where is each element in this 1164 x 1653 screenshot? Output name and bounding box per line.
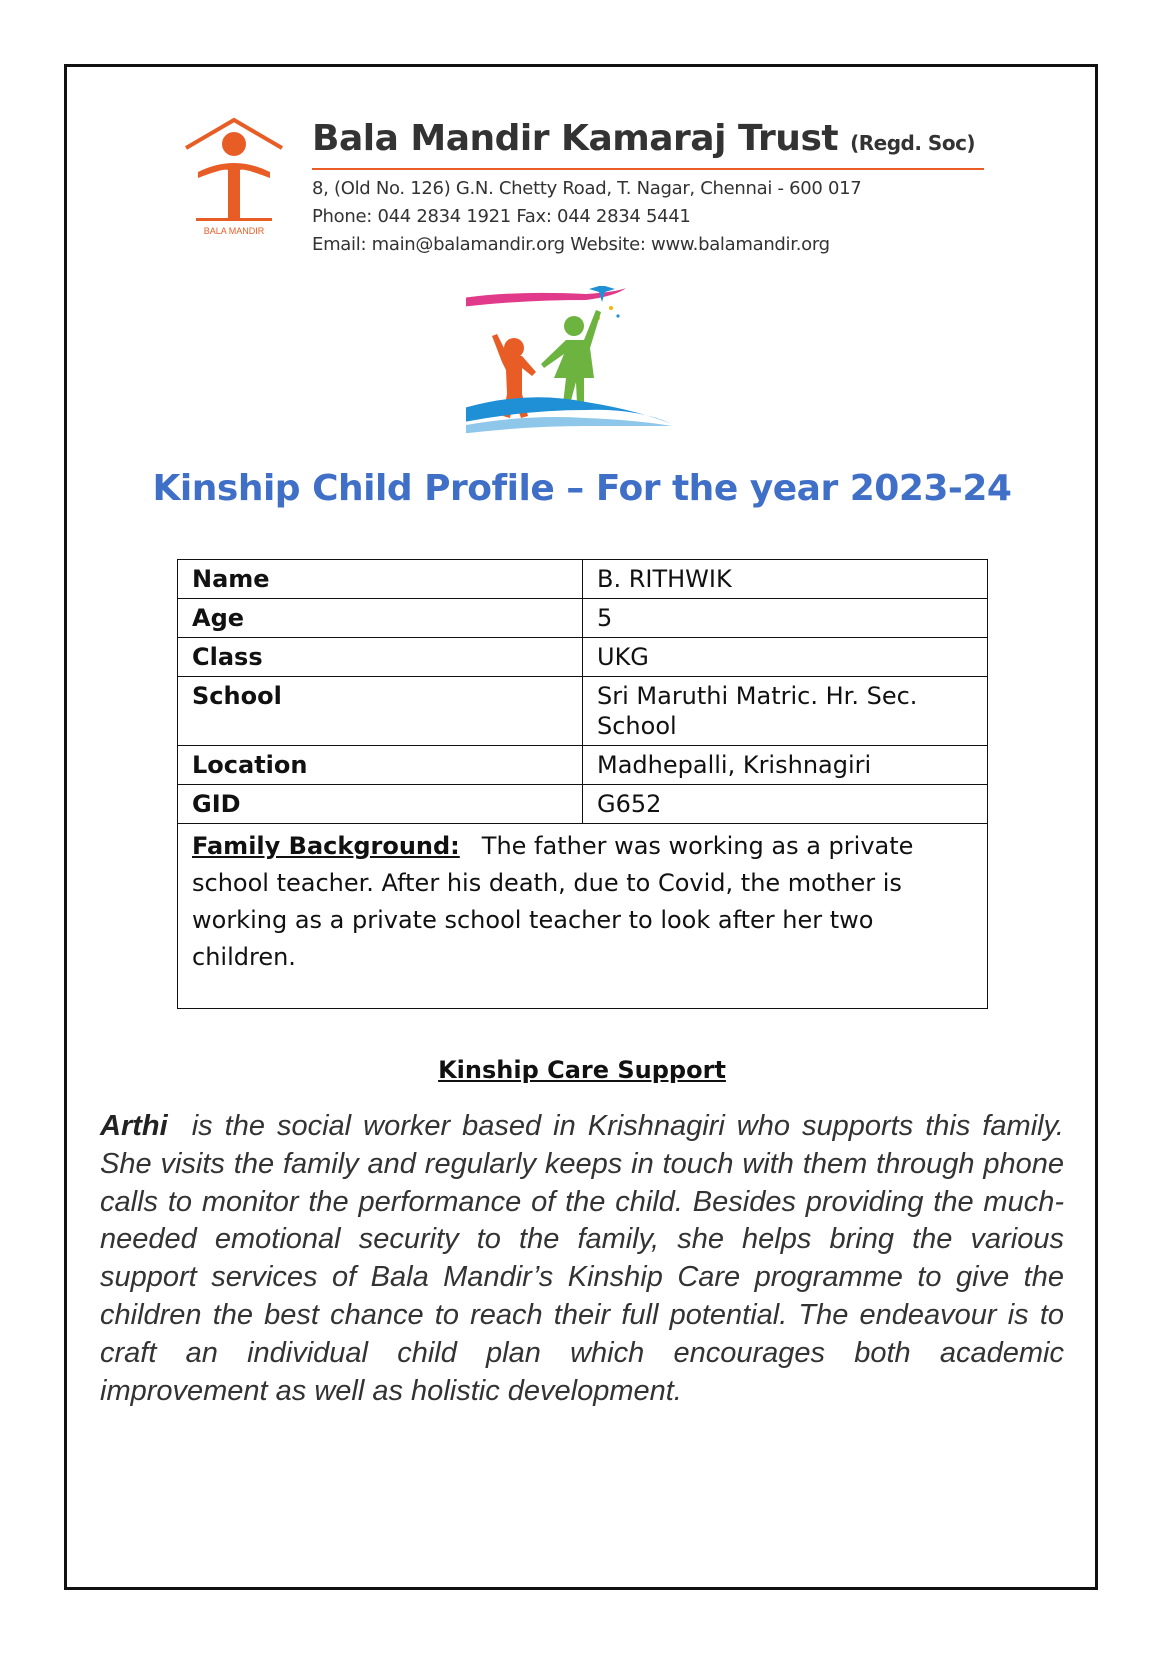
row-value: G652 <box>583 785 988 824</box>
children-rainbow-icon <box>466 286 702 446</box>
table-row <box>178 785 988 824</box>
row-label: Age <box>178 599 583 638</box>
social-worker-name: Arthi <box>100 1110 168 1142</box>
support-heading: Kinship Care Support <box>438 1056 726 1084</box>
family-background-cell <box>178 824 988 1009</box>
family-background-row <box>178 824 988 1009</box>
org-regd: (Regd. Soc) <box>850 131 976 155</box>
table-row <box>178 746 988 785</box>
bala-mandir-logo-icon <box>182 114 292 250</box>
letterhead <box>182 114 982 264</box>
org-name: Bala Mandir Kamaraj Trust (Regd. Soc) <box>312 118 976 159</box>
row-label: Class <box>178 638 583 677</box>
header-rule <box>312 168 984 170</box>
support-paragraph <box>100 1108 1064 1410</box>
family-background-label: Family Background: <box>192 832 460 860</box>
page-title: Kinship Child Profile – For the year 2023-24 <box>152 468 1012 509</box>
row-label: GID <box>178 785 583 824</box>
row-label: Name <box>178 560 583 599</box>
row-value: UKG <box>583 638 988 677</box>
org-phone: Phone: 044 2834 1921 Fax: 044 2834 5441 <box>312 206 691 227</box>
family-background <box>192 828 973 976</box>
row-value: Madhepalli, Krishnagiri <box>583 746 988 785</box>
row-label: Location <box>178 746 583 785</box>
table-row <box>178 677 988 746</box>
table-row <box>178 599 988 638</box>
row-label: School <box>178 677 583 746</box>
table-row <box>178 560 988 599</box>
family-background-text: The father was working as a private school teacher. After his death, due to Covid, the mother is working as a private school teacher to look after her two children. <box>192 832 914 971</box>
support-text: is the social worker based in Krishnagiri who supports this family. She visits the family and regularly keeps in touch with them through phone calls to monitor the performance of the child. Besides providing the much-needed emotional security to the family, she helps bring the various support services of Bala Mandir’s Kinship Care programme to give the children the best chance to reach their full potential. The endeavour is to craft an individual child plan which encourages both academic improvement as well as holistic development. <box>100 1110 1064 1407</box>
org-address: 8, (Old No. 126) G.N. Chetty Road, T. Nagar, Chennai - 600 017 <box>312 178 862 199</box>
row-value: 5 <box>583 599 988 638</box>
profile-table <box>177 559 988 1009</box>
logo-caption: BALA MANDIR <box>203 226 265 236</box>
row-value: Sri Maruthi Matric. Hr. Sec. School <box>583 677 988 746</box>
org-email: Email: main@balamandir.org Website: www.balamandir.org <box>312 234 830 255</box>
row-value: B. RITHWIK <box>583 560 988 599</box>
table-row <box>178 638 988 677</box>
